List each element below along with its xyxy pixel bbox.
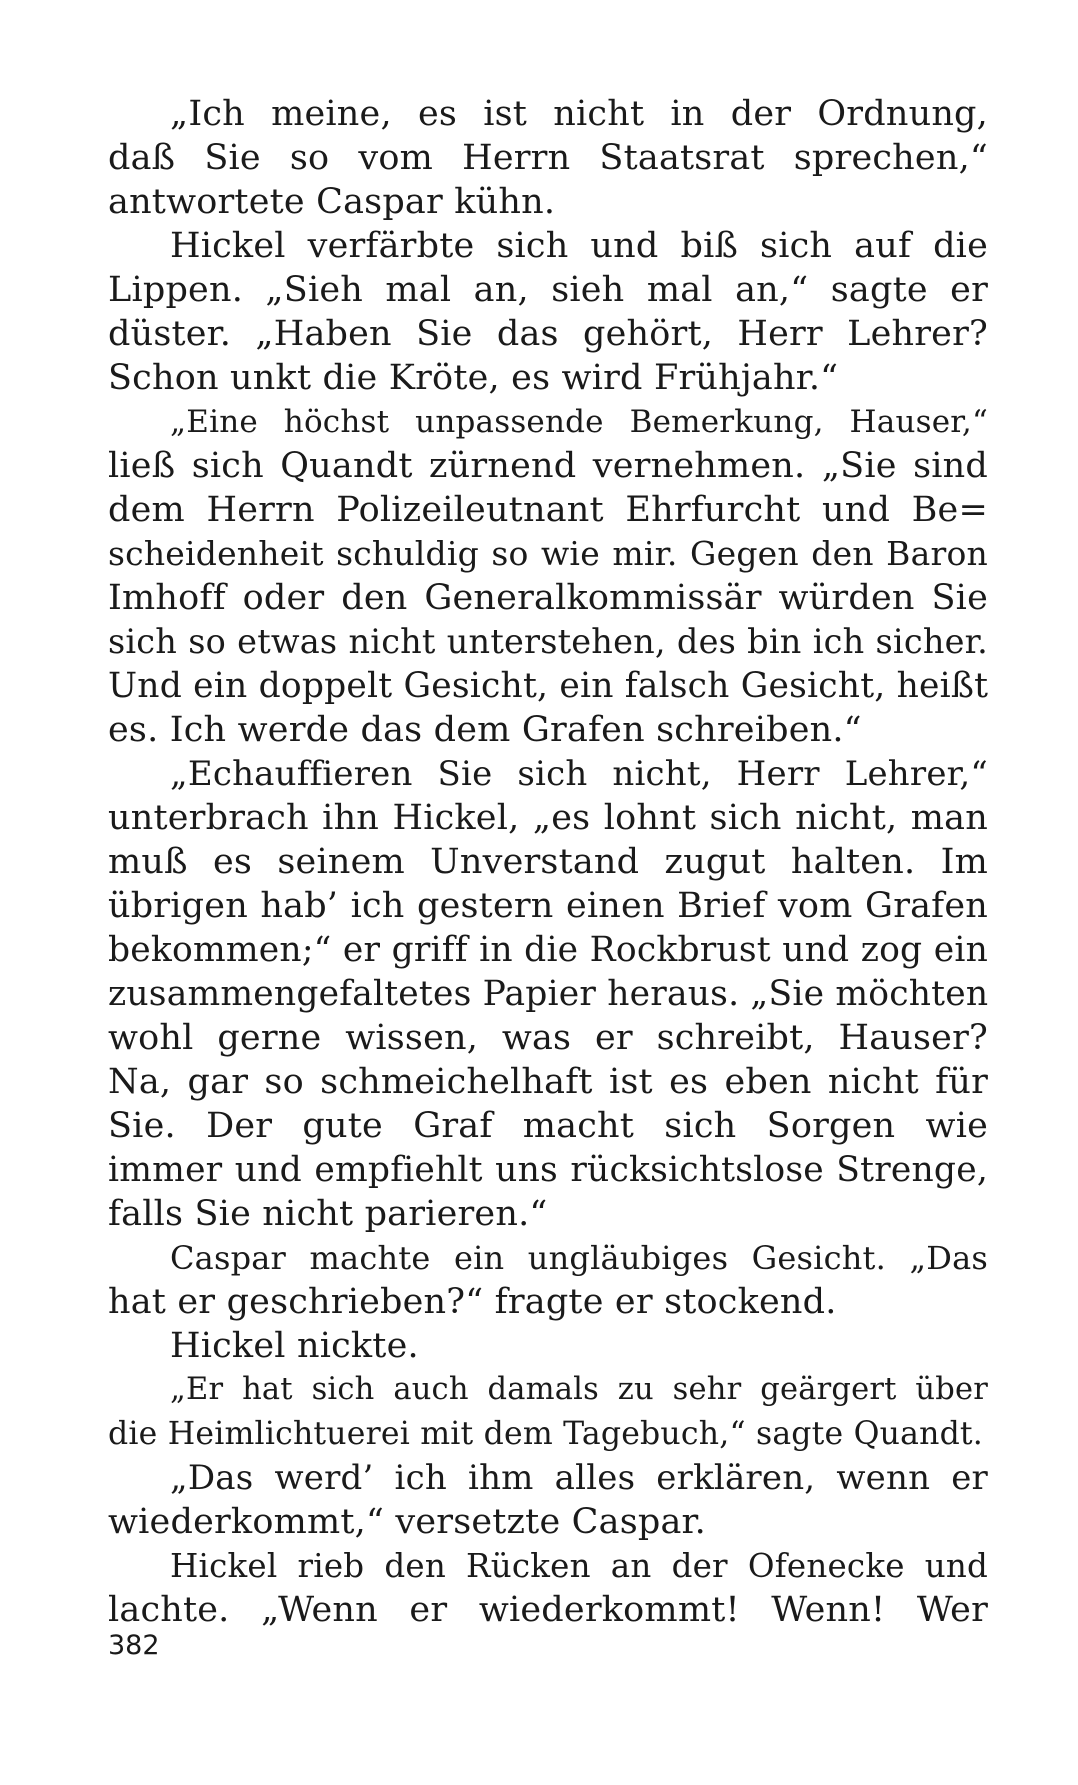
text-line: hat er geschrieben?“ fragte er stockend. <box>108 1282 837 1322</box>
text-line: daß Sie so vom Herrn Staatsrat sprechen,“ <box>108 138 988 178</box>
text-line: lachte. „Wenn er wiederkommt! Wenn! Wer <box>108 1590 988 1630</box>
text-line: sich so etwas nicht unterstehen, des bin ich sicher. <box>108 622 988 661</box>
text-line: „Ich meine, es ist nicht in der Ordnung, <box>170 94 988 134</box>
text-line: düster. „Haben Sie das gehört, Herr Lehrer? <box>108 314 988 354</box>
text-line: übrigen hab’ ich gestern einen Brief vom Grafen <box>108 886 988 926</box>
text-line: die Heimlichtuerei mit dem Tagebuch,“ sagte Quandt. <box>108 1416 984 1452</box>
text-line: „Echauffieren Sie sich nicht, Herr Lehrer,“ <box>170 754 988 794</box>
text-line: Und ein doppelt Gesicht, ein falsch Gesicht, heißt <box>108 666 989 706</box>
text-line: Hickel verfärbte sich und biß sich auf die <box>170 226 988 266</box>
page-number: 382 <box>108 1630 160 1661</box>
text-line: falls Sie nicht parieren.“ <box>108 1194 548 1234</box>
text-line: Schon unkt die Kröte, es wird Frühjahr.“ <box>108 358 839 398</box>
text-line: bekommen;“ er griff in die Rockbrust und zog ein <box>108 930 988 970</box>
text-line: Sie. Der gute Graf macht sich Sorgen wie <box>108 1106 988 1146</box>
text-line: Hickel nickte. <box>170 1326 419 1366</box>
text-line: antwortete Caspar kühn. <box>108 182 556 222</box>
text-line: zusammengefaltetes Papier heraus. „Sie möchten <box>108 974 989 1014</box>
text-line: „Er hat sich auch damals zu sehr geärgert über <box>170 1372 988 1407</box>
text-line: scheidenheit schuldig so wie mir. Gegen den Baron <box>108 534 988 573</box>
text-line: immer und empfiehlt uns rücksichtslose Strenge, <box>108 1150 988 1190</box>
text-line: Caspar machte ein ungläubiges Gesicht. „Das <box>170 1239 988 1277</box>
text-line: Lippen. „Sieh mal an, sieh mal an,“ sagte er <box>108 270 988 310</box>
text-line: dem Herrn Polizeileutnant Ehrfurcht und Be= <box>108 490 988 530</box>
text-line: „Eine höchst unpassende Bemerkung, Hauser,“ <box>170 404 988 440</box>
text-line: Na, gar so schmeichelhaft ist es eben nicht für <box>108 1062 988 1102</box>
text-line: unterbrach ihn Hickel, „es lohnt sich nicht, man <box>108 798 988 838</box>
text-line: muß es seinem Unverstand zugut halten. Im <box>108 842 988 882</box>
text-line: „Das werd’ ich ihm alles erklären, wenn er <box>170 1458 988 1498</box>
book-page-text <box>108 92 988 1632</box>
text-line: Imhoff oder den Generalkommissär würden Sie <box>108 578 988 618</box>
text-line: Hickel rieb den Rücken an der Ofenecke und <box>170 1547 988 1585</box>
text-line: es. Ich werde das dem Grafen schreiben.“ <box>108 710 862 750</box>
text-line: ließ sich Quandt zürnend vernehmen. „Sie sind <box>108 446 988 486</box>
text-line: wohl gerne wissen, was er schreibt, Hauser? <box>108 1018 988 1058</box>
text-line: wiederkommt,“ versetzte Caspar. <box>108 1502 706 1542</box>
